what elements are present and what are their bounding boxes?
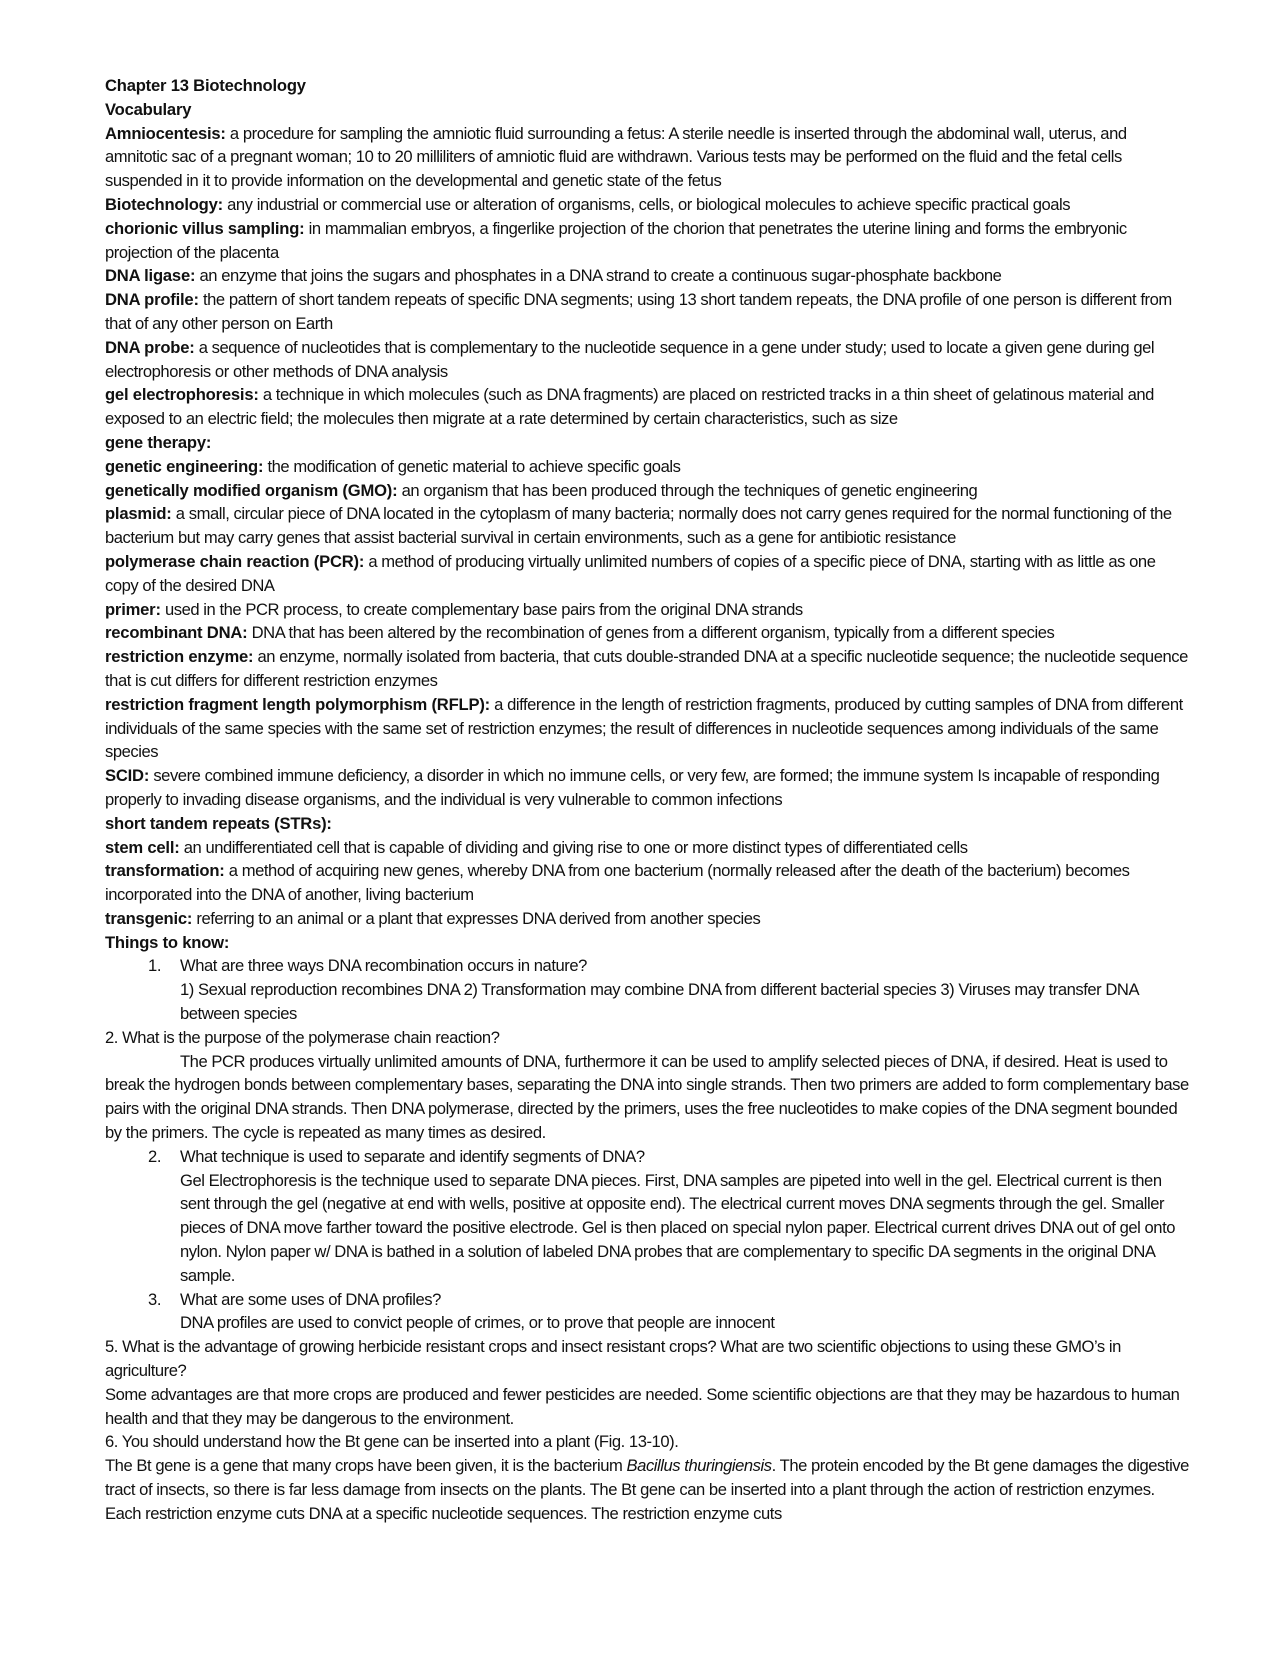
- answer-6-text: . The protein encoded by the Bt gene damages the digestive tract of insects, so there is far less damage from insects on the plants. The Bt gene can be inserted into a plant through the action of restriction enzymes. Each restriction enzyme cuts DNA at a specific nucleotide sequences. The restriction enzyme cuts: [105, 1456, 1189, 1523]
- answer-2: The PCR produces virtually unlimited amounts of DNA, furthermore it can be used to amplify selected pieces of DNA, if desired. Heat is used to break the hydrogen bonds between complementary bases, separating the DNA into single strands. Then two primers are added to form complementary base pairs with the original DNA strands. Then DNA polymerase, directed by the primers, uses the free nucleotides to make copies of the DNA segment bounded by the primers. The cycle is repeated as many times as desired.: [105, 1051, 1189, 1143]
- vocabulary-entry: [105, 264, 1190, 288]
- vocabulary-entry: [105, 288, 1190, 336]
- vocabulary-definition: a technique in which molecules (such as DNA fragments) are placed on restricted tracks in a thin sheet of gelatinous material and exposed to an electric field; the molecules then migrate at a rate determined by certain characteristics, such as size: [105, 385, 1154, 429]
- vocabulary-entry: [105, 907, 1190, 931]
- vocabulary-term: Amniocentesis:: [105, 123, 226, 143]
- vocabulary-entry: [105, 621, 1190, 645]
- vocabulary-definition: a sequence of nucleotides that is complementary to the nucleotide sequence in a gene under study; used to locate a given gene during gel electrophoresis or other methods of DNA analysis: [105, 337, 1155, 381]
- question-5: 5. What is the advantage of growing herbicide resistant crops and insect resistant crops? What are two scientific objections to using these GMO’s in agriculture?: [105, 1337, 1121, 1381]
- vocabulary-entry: [105, 193, 1190, 217]
- vocabulary-definition: the pattern of short tandem repeats of specific DNA segments; using 13 short tandem repeats, the DNA profile of one person is different from that of any other person on Earth: [105, 290, 1172, 333]
- question-2: 2. What is the purpose of the polymerase chain reaction?: [105, 1027, 500, 1047]
- vocabulary-entry: [105, 383, 1190, 431]
- document-title: Chapter 13 Biotechnology: [105, 76, 306, 95]
- vocabulary-term: short tandem repeats (STRs):: [105, 813, 332, 833]
- answer-6-text: The Bt gene is a gene that many crops have been given, it is the bacterium: [105, 1456, 627, 1476]
- vocabulary-definition: an enzyme, normally isolated from bacteria, that cuts double-stranded DNA at a specific nucleotide sequence; the nucleotide sequence that is cut differs for different restriction enzymes: [105, 647, 1188, 690]
- vocabulary-entry: [105, 859, 1190, 907]
- vocabulary-definition: DNA that has been altered by the recombination of genes from a different organism, typically from a different species: [247, 623, 1055, 643]
- things-to-know-heading: Things to know:: [105, 932, 230, 952]
- answer-1: 1) Sexual reproduction recombines DNA 2) Transformation may combine DNA from different bacterial species 3) Viruses may transfer DNA between species: [180, 980, 1139, 1024]
- vocabulary-term: transgenic:: [105, 908, 193, 928]
- vocabulary-term: restriction enzyme:: [105, 647, 254, 667]
- vocabulary-term: primer:: [105, 599, 161, 619]
- vocabulary-definition: the modification of genetic material to achieve specific goals: [263, 456, 681, 476]
- vocabulary-definition: severe combined immune deficiency, a disorder in which no immune cells, or very few, are formed; the immune system Is incapable of responding properly to invading disease organisms, and the individual is very vulnerable to common infections: [105, 766, 1160, 809]
- vocabulary-definition: a small, circular piece of DNA located in the cytoplasm of many bacteria; normally does not carry genes required for the normal functioning of the bacterium but may carry genes that assist bacterial survival in certain environments, such as a gene for antibiotic resistance: [105, 504, 1172, 548]
- vocabulary-definition: a method of acquiring new genes, whereby DNA from one bacterium (normally released after the death of the bacterium) becomes incorporated into the DNA of another, living bacterium: [105, 861, 1130, 905]
- vocabulary-entry: [105, 550, 1190, 598]
- vocabulary-entry: [105, 217, 1190, 265]
- vocabulary-term: Biotechnology:: [105, 194, 223, 214]
- question-marker: 3.: [148, 1289, 161, 1309]
- species-name: Bacillus thuringiensis: [626, 1456, 772, 1476]
- vocabulary-term: restriction fragment length polymorphism (RFLP):: [105, 694, 490, 714]
- answer-6: [105, 1454, 1190, 1525]
- vocabulary-term: genetically modified organism (GMO):: [105, 480, 398, 500]
- answer-3: Gel Electrophoresis is the technique used to separate DNA pieces. First, DNA samples are pipeted into well in the gel. Electrical current is then sent through the gel (negative at end with wells, positive at opposite end). The electrical current moves DNA segments through the gel. Smaller pieces of DNA move farther toward the positive electrode. Gel is then placed on special nylon paper. Electrical current drives DNA out of gel onto nylon. Nylon paper w/ DNA is bathed in a solution of labeled DNA probes that are complementary to specific DA segments in the original DNA sample.: [180, 1170, 1176, 1285]
- vocabulary-term: DNA probe:: [105, 337, 195, 357]
- vocabulary-definition: a difference in the length of restriction fragments, produced by cutting samples of DNA from different individuals of the same species with the same set of restriction enzymes; the result of differences in nucleotide sequences among individuals of the same species: [105, 694, 1183, 762]
- vocabulary-term: stem cell:: [105, 837, 180, 857]
- question-1: [105, 954, 1190, 978]
- question-marker: 2.: [148, 1146, 161, 1166]
- vocabulary-definition: used in the PCR process, to create complementary base pairs from the original DNA strands: [160, 599, 803, 619]
- question-text: What are three ways DNA recombination occurs in nature?: [180, 956, 587, 976]
- question-4: [105, 1288, 1190, 1312]
- vocabulary-term: chorionic villus sampling:: [105, 218, 305, 238]
- vocabulary-entry: [105, 645, 1190, 693]
- vocabulary-definition: in mammalian embryos, a fingerlike projection of the chorion that penetrates the uterine lining and forms the embryonic projection of the placenta: [105, 218, 1127, 262]
- vocabulary-entry: [105, 598, 1190, 622]
- vocabulary-entry: [105, 836, 1190, 860]
- question-text: What are some uses of DNA profiles?: [180, 1289, 441, 1309]
- answer-5: Some advantages are that more crops are produced and fewer pesticides are needed. Some scientific objections are that they may be hazardous to human health and that they may be dangerous to the environment.: [105, 1384, 1180, 1428]
- vocabulary-definition: a method of producing virtually unlimited numbers of copies of a specific piece of DNA, starting with as little as one copy of the desired DNA: [105, 551, 1156, 595]
- vocabulary-entry: [105, 693, 1190, 764]
- vocabulary-term: DNA ligase:: [105, 266, 196, 286]
- vocabulary-term: gel electrophoresis:: [105, 385, 259, 405]
- vocabulary-definition: an enzyme that joins the sugars and phosphates in a DNA strand to create a continuous sugar-phosphate backbone: [195, 266, 1002, 286]
- vocabulary-term: DNA profile:: [105, 290, 199, 310]
- question-6: 6. You should understand how the Bt gene can be inserted into a plant (Fig. 13-10).: [105, 1432, 679, 1452]
- vocabulary-entry: [105, 455, 1190, 479]
- vocabulary-definition: any industrial or commercial use or alteration of organisms, cells, or biological molecules to achieve specific practical goals: [222, 194, 1071, 214]
- vocabulary-definition: an undifferentiated cell that is capable of dividing and giving rise to one or more distinct types of differentiated cells: [179, 837, 968, 857]
- question-marker: 1.: [148, 956, 161, 976]
- vocabulary-definition: referring to an animal or a plant that expresses DNA derived from another species: [192, 908, 761, 928]
- vocabulary-definition: a procedure for sampling the amniotic fluid surrounding a fetus: A sterile needle is inserted through the abdominal wall, uterus, and amnitotic sac of a pregnant woman; 10 to 20 milliliters of amniotic fluid are withdrawn. Various tests may be performed on the fluid and the fetal cells suspended in it to provide information on the developmental and genetic state of the fetus: [105, 123, 1127, 191]
- vocabulary-term: transformation:: [105, 861, 225, 881]
- vocabulary-entry: [105, 812, 1190, 836]
- answer-4: DNA profiles are used to convict people of crimes, or to prove that people are innocent: [180, 1313, 775, 1333]
- vocabulary-term: genetic engineering:: [105, 456, 264, 476]
- vocabulary-entry: [105, 336, 1190, 384]
- vocabulary-term: SCID:: [105, 766, 150, 786]
- vocabulary-entry: [105, 431, 1190, 455]
- vocabulary-entry: [105, 122, 1190, 193]
- question-3: [105, 1145, 1190, 1169]
- vocabulary-term: gene therapy:: [105, 432, 212, 452]
- vocabulary-term: recombinant DNA:: [105, 623, 248, 643]
- vocabulary-term: polymerase chain reaction (PCR):: [105, 551, 365, 571]
- vocabulary-entry: [105, 764, 1190, 812]
- vocabulary-heading: Vocabulary: [105, 99, 192, 119]
- vocabulary-definition: an organism that has been produced through the techniques of genetic engineering: [397, 480, 978, 500]
- vocabulary-list: [105, 122, 1190, 931]
- vocabulary-term: plasmid:: [105, 504, 172, 524]
- vocabulary-entry: [105, 502, 1190, 550]
- vocabulary-entry: [105, 479, 1190, 503]
- question-text: What technique is used to separate and identify segments of DNA?: [180, 1146, 645, 1166]
